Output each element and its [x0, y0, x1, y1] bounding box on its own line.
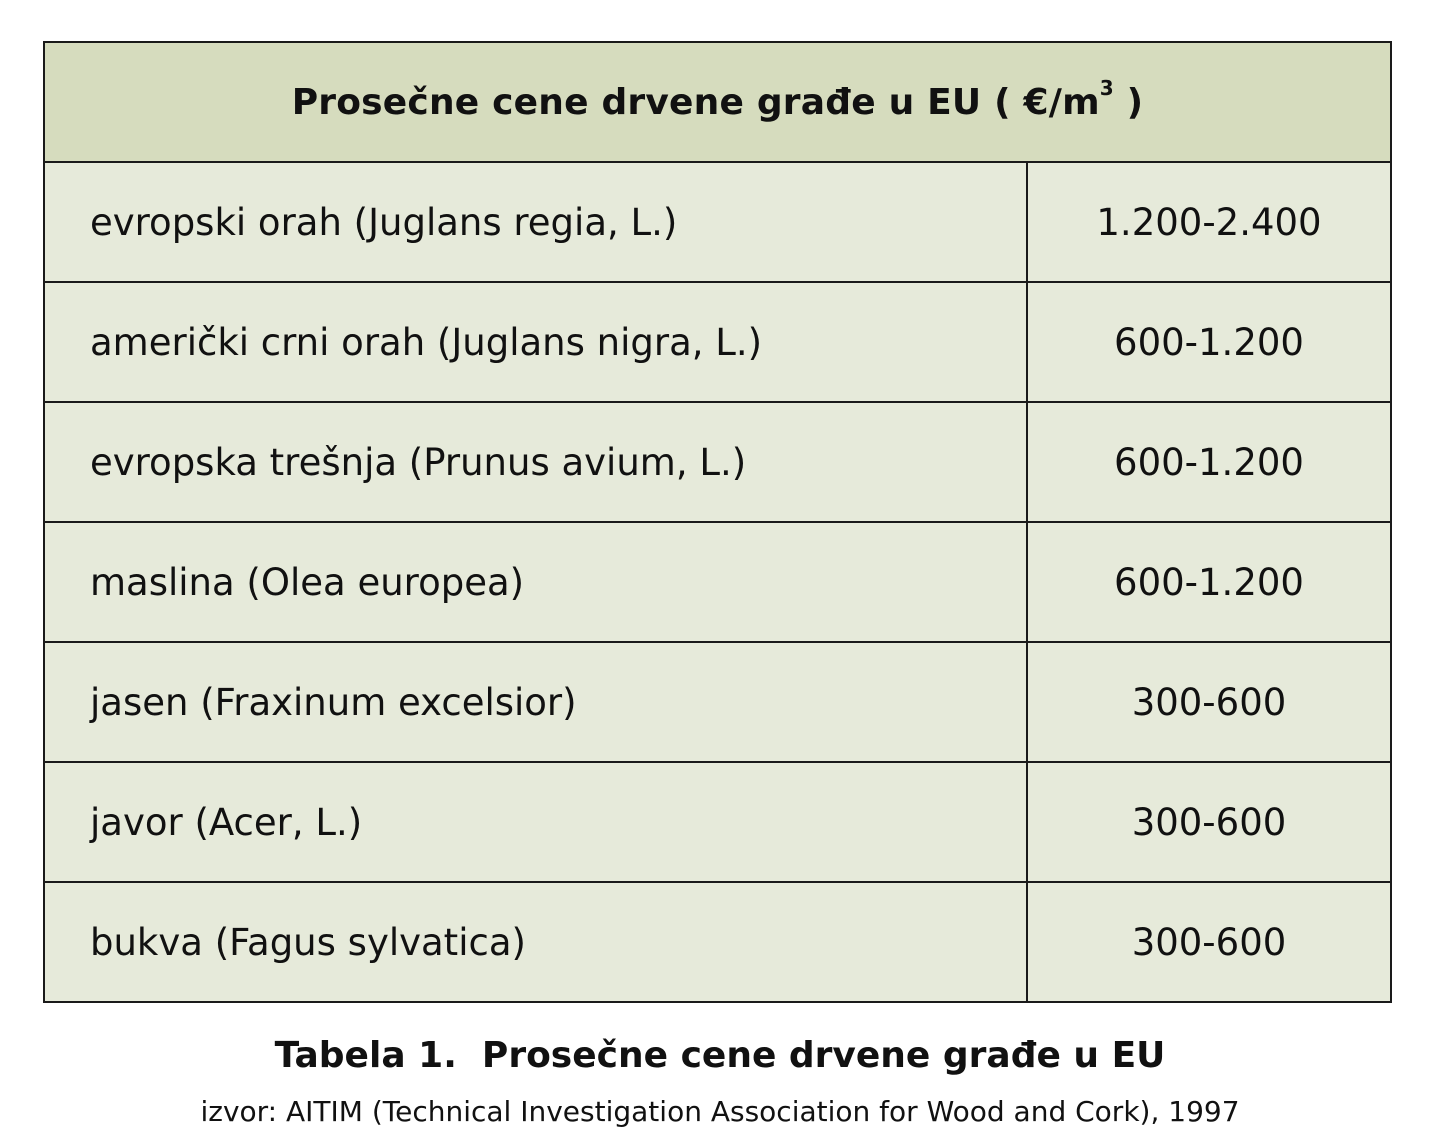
- price-cell: 300-600: [1027, 762, 1391, 882]
- header-close: ): [1113, 81, 1144, 123]
- table-row: [44, 282, 1391, 402]
- table-row: [44, 402, 1391, 522]
- price-cell: 300-600: [1027, 642, 1391, 762]
- table-row: [44, 642, 1391, 762]
- table-header: [44, 42, 1391, 162]
- price-table: [43, 41, 1392, 1003]
- wood-name-cell: evropska trešnja (Prunus avium, L.): [44, 402, 1027, 522]
- wood-name-cell: jasen (Fraxinum excelsior): [44, 642, 1027, 762]
- table-header-row: [44, 42, 1391, 162]
- table-row: [44, 882, 1391, 1002]
- header-title: Prosečne cene drvene građe u EU ( €/m: [291, 81, 1100, 123]
- price-cell: 600-1.200: [1027, 522, 1391, 642]
- table-caption-title: Tabela 1. Prosečne cene drvene građe u EU: [274, 1035, 1166, 1076]
- wood-name-cell: bukva (Fagus sylvatica): [44, 882, 1027, 1002]
- wood-name-cell: američki crni orah (Juglans nigra, L.): [44, 282, 1027, 402]
- price-cell: 600-1.200: [1027, 282, 1391, 402]
- wood-name-cell: javor (Acer, L.): [44, 762, 1027, 882]
- table-row: [44, 762, 1391, 882]
- wood-name-cell: maslina (Olea europea): [44, 522, 1027, 642]
- table-caption-source: izvor: AITIM (Technical Investigation Association for Wood and Cork), 1997: [200, 1095, 1240, 1128]
- price-cell: 300-600: [1027, 882, 1391, 1002]
- wood-name-cell: evropski orah (Juglans regia, L.): [44, 162, 1027, 282]
- table-row: [44, 162, 1391, 282]
- price-cell: 1.200-2.400: [1027, 162, 1391, 282]
- header-superscript: 3: [1099, 75, 1114, 100]
- price-cell: 600-1.200: [1027, 402, 1391, 522]
- table-row: [44, 522, 1391, 642]
